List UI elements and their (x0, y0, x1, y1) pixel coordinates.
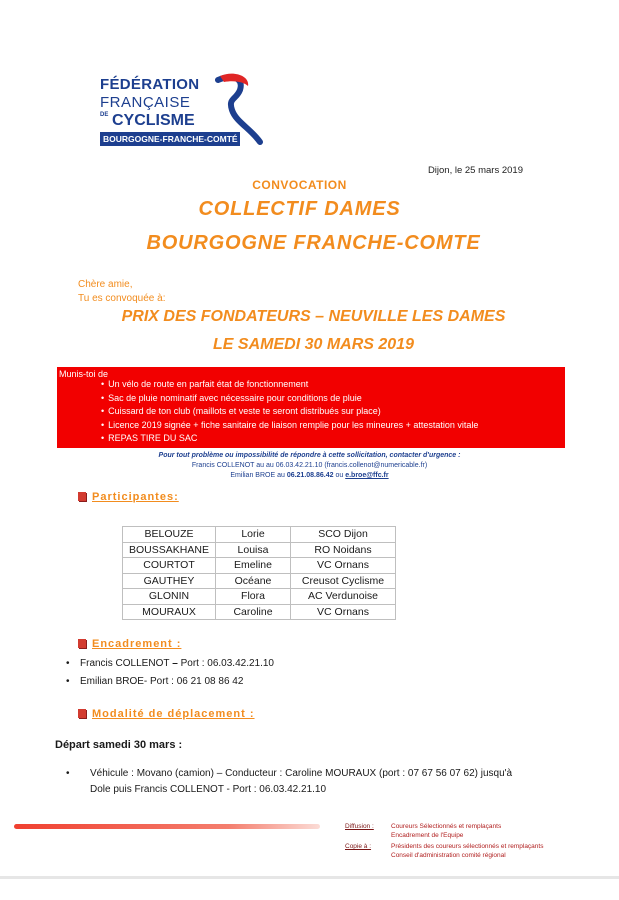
logo-text-federation: FÉDÉRATION (100, 76, 200, 93)
participant-firstname: Louisa (216, 542, 291, 558)
participant-club: AC Verdunoise (291, 589, 396, 605)
bullet-icon: • (66, 658, 70, 669)
participant-firstname: Océane (216, 573, 291, 589)
page-bottom-edge (0, 876, 619, 879)
equipment-item: • Licence 2019 signée + fiche sanitaire de liaison remplie pour les mineures + attestation vitale (101, 419, 478, 433)
distribution-block (345, 822, 575, 862)
modalite-heading-text: Modalité de déplacement : (92, 708, 255, 720)
logo-text-cyclisme: CYCLISME (112, 112, 195, 129)
diffusion-value: Coureurs Sélectionnés et remplaçants (391, 823, 502, 830)
participant-lastname: COURTOT (123, 558, 216, 574)
vehicle-info (66, 766, 566, 798)
vehicle-line-2: Dole puis Francis COLLENOT - Port : 06.03.42.21.10 (90, 784, 327, 795)
copie-value: Conseil d'administration comité régional (391, 852, 506, 859)
staff-phone: Port : 06.03.42.21.10 (180, 658, 274, 669)
modalite-heading (78, 708, 255, 720)
participant-firstname: Emeline (216, 558, 291, 574)
participant-lastname: MOURAUX (123, 604, 216, 620)
vehicle-line-1-text: Véhicule : Movano (camion) – Conducteur : Caroline MOURAUX (port : 07 67 56 07 62) jusqu'à (90, 768, 513, 779)
staff-name: Francis COLLENOT (80, 658, 170, 669)
table-row (123, 527, 396, 543)
contact-francis: Francis COLLENOT au au 06.03.42.21.10 (francis.collenot@numericable.fr) (191, 462, 428, 469)
equipment-box (57, 367, 565, 448)
staff-separator: – (169, 658, 181, 669)
contact-emilian-or: ou (333, 472, 346, 479)
staff-phone: Port : 06 21 08 86 42 (150, 676, 244, 687)
participant-club: SCO Dijon (291, 527, 396, 543)
document-date: Dijon, le 25 mars 2019 (427, 165, 523, 176)
contact-emilian-email-link[interactable]: e.broe@ffc.fr (345, 472, 389, 479)
participant-club: VC Ornans (291, 604, 396, 620)
participant-club: RO Noidans (291, 542, 396, 558)
participant-lastname: BELOUZE (123, 527, 216, 543)
logo-text-francaise: FRANÇAISE (100, 94, 191, 111)
greeting-line-1: Chère amie, (78, 279, 133, 290)
ffc-logo (100, 72, 270, 148)
encadrement-heading (78, 638, 181, 650)
footer-divider (14, 824, 320, 829)
participant-firstname: Flora (216, 589, 291, 605)
list-item (66, 676, 243, 687)
table-row (123, 558, 396, 574)
copie-value: Présidents des coureurs sélectionnés et remplaçants (391, 843, 544, 850)
logo-text-de: DE (100, 112, 109, 118)
participants-heading (78, 491, 179, 503)
contact-emilian-phone: 06.21.08.86.42 (286, 472, 334, 479)
vehicle-line-1 (66, 766, 566, 782)
equipment-item: • Un vélo de route en parfait état de fonctionnement (101, 378, 478, 392)
participant-lastname: GAUTHEY (123, 573, 216, 589)
event-date: LE SAMEDI 30 MARS 2019 (213, 336, 414, 353)
copie-label: Copie à : (345, 843, 372, 850)
participant-firstname: Lorie (216, 527, 291, 543)
staff-name: Emilian BROE (80, 676, 144, 687)
section-bullet-icon (78, 492, 86, 501)
diffusion-label: Diffusion : (345, 823, 374, 830)
section-bullet-icon (78, 709, 86, 718)
participant-club: Creusot Cyclisme (291, 573, 396, 589)
table-row (123, 589, 396, 605)
equipment-item: • Sac de pluie nominatif avec nécessaire pour conditions de pluie (101, 392, 478, 406)
diffusion-values (391, 822, 501, 840)
staff-separator: - (143, 676, 151, 687)
section-bullet-icon (78, 639, 86, 648)
logo-region-banner: BOURGOGNE-FRANCHE-COMTÉ (100, 132, 240, 146)
greeting (78, 278, 165, 306)
urgent-contact (0, 451, 619, 481)
equipment-item: • Cuissard de ton club (maillots et veste te seront distribués sur place) (101, 405, 478, 419)
greeting-line-2: Tu es convoquée à: (78, 293, 166, 304)
copie-values (391, 842, 543, 860)
contact-emilian (0, 471, 619, 481)
bullet-icon: • (66, 676, 70, 687)
diffusion-row (345, 822, 575, 842)
list-item (66, 658, 274, 669)
equipment-item: • REPAS TIRE DU SAC (101, 432, 478, 446)
table-row (123, 542, 396, 558)
diffusion-value: Encadrement de l'Equipe (391, 832, 464, 839)
participants-table (122, 526, 396, 620)
contact-emilian-prefix: Emilian BROE au (230, 472, 287, 479)
participant-club: VC Ornans (291, 558, 396, 574)
event-name: PRIX DES FONDATEURS – NEUVILLE LES DAMES (121, 308, 506, 325)
participant-lastname: GLONIN (123, 589, 216, 605)
copie-row (345, 842, 575, 862)
cyclist-swoosh-icon (210, 72, 270, 148)
departure-heading: Départ samedi 30 mars : (55, 739, 183, 751)
equipment-intro: Munis-toi de (59, 369, 109, 379)
convocation-label: CONVOCATION (252, 178, 347, 192)
title-line-2: BOURGOGNE FRANCHE-COMTE (146, 232, 481, 254)
contact-intro: Pour tout problème ou impossibilité de répondre à cette sollicitation, contacter d'urgence : (158, 452, 461, 459)
participant-lastname: BOUSSAKHANE (123, 542, 216, 558)
table-row (123, 573, 396, 589)
participants-heading-text: Participantes: (92, 491, 179, 503)
table-row (123, 604, 396, 620)
participant-firstname: Caroline (216, 604, 291, 620)
title-line-1: COLLECTIF DAMES (198, 198, 401, 220)
bullet-icon: • (66, 768, 70, 779)
encadrement-heading-text: Encadrement : (92, 638, 182, 650)
equipment-list (101, 378, 478, 446)
